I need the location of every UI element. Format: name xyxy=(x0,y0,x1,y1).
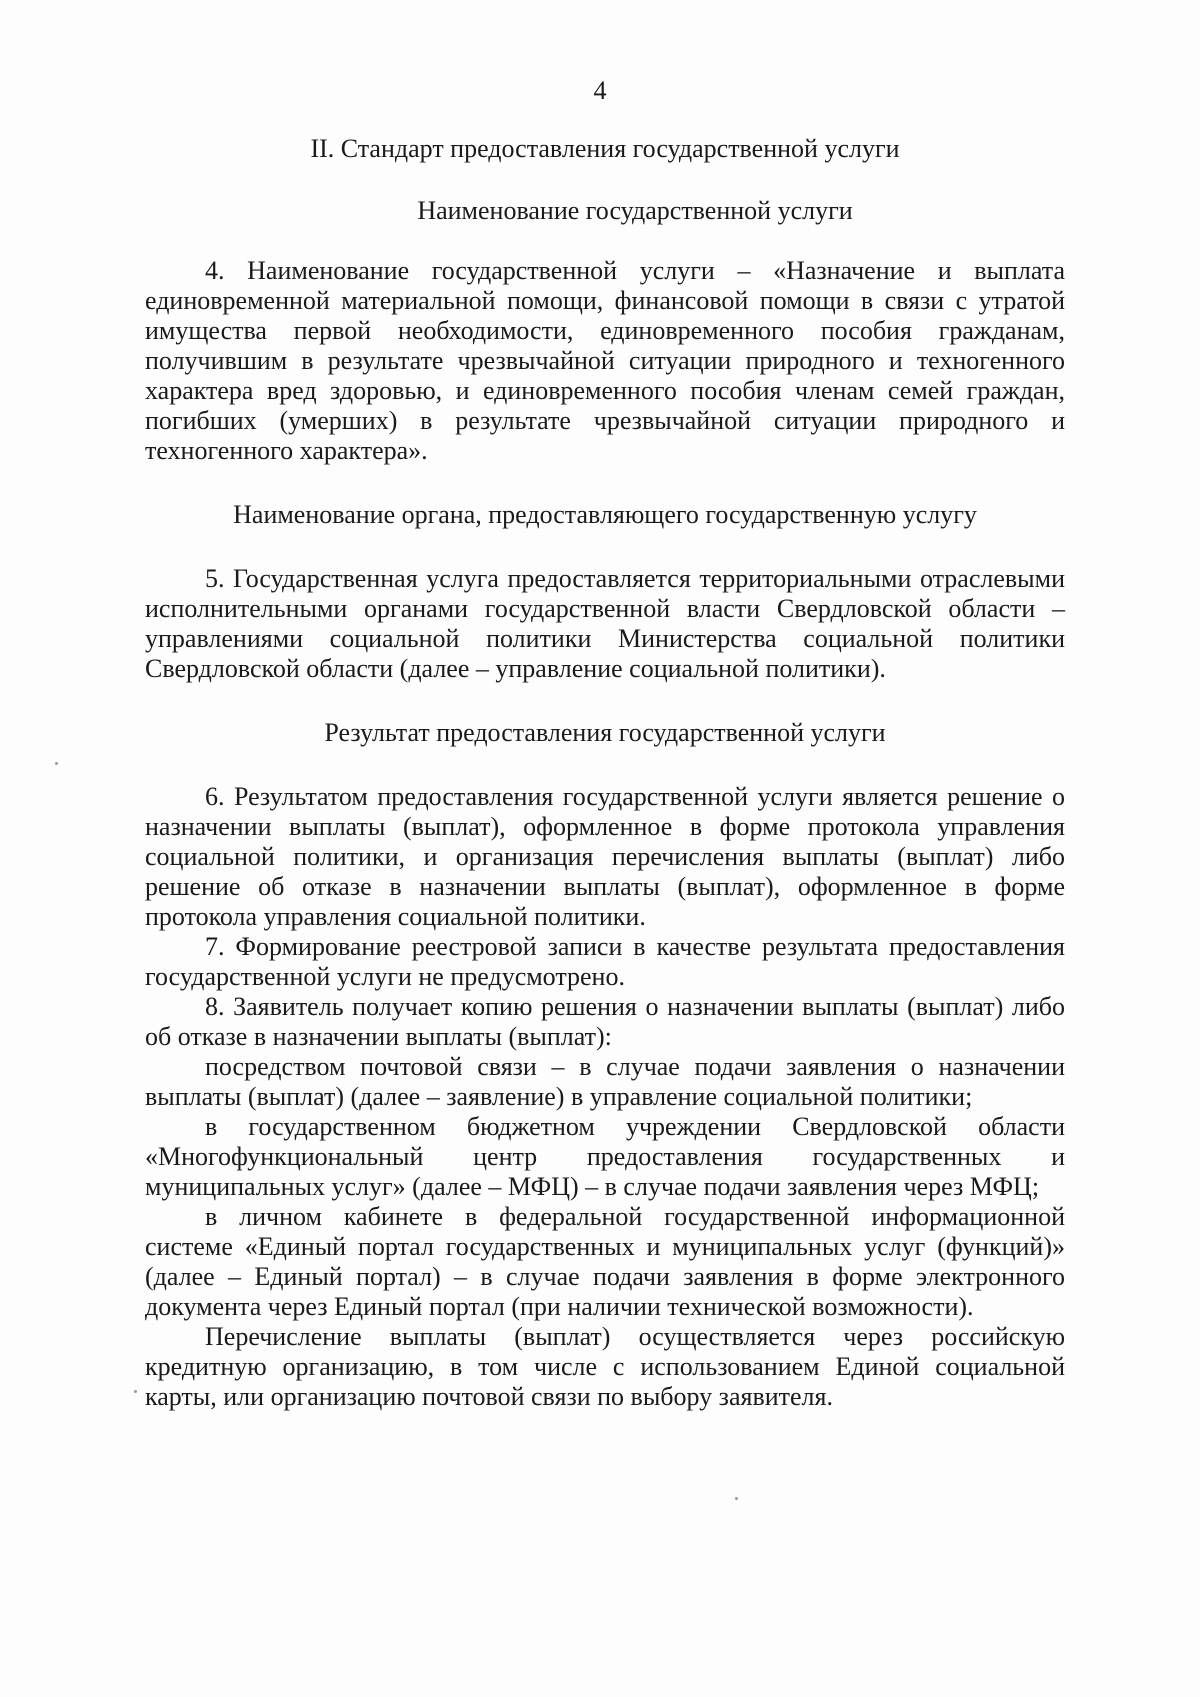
document-body xyxy=(145,134,1065,1412)
page-number: 4 xyxy=(593,76,607,105)
scan-speck xyxy=(134,1390,137,1393)
scan-speck xyxy=(735,1497,738,1500)
paragraph-transfer: Перечисление выплаты (выплат) осуществляется через российскую кредитную организацию, в том числе с использованием Единой социальной карты, или организацию почтовой связи по выбору заявителя. xyxy=(145,1322,1065,1411)
paragraph-5: 5. Государственная услуга предоставляется территориальными отраслевыми исполнительными органами государственной власти Свердловской области – управлениями социальной политики Министерства социальной политики Свердловской области (далее – управление социальной политики). xyxy=(145,564,1065,683)
heading-authority: Наименование органа, предоставляющего государственную услугу xyxy=(233,500,977,529)
heading-service-name: Наименование государственной услуги xyxy=(417,196,853,225)
scan-speck xyxy=(55,762,58,765)
paragraph-8-mfc: в государственном бюджетном учреждении Свердловской области «Многофункциональный центр предоставления государственных и муниципальных услуг» (далее – МФЦ) – в случае подачи заявления через МФЦ; xyxy=(145,1112,1065,1201)
paragraph-8-portal: в личном кабинете в федеральной государственной информационной системе «Единый портал государственных и муниципальных услуг (функций)» (далее – Единый портал) – в случае подачи заявления в форме электронного документа через Единый портал (при наличии технической возможности). xyxy=(145,1202,1065,1321)
paragraph-7: 7. Формирование реестровой записи в качестве результата предоставления государственной услуги не предусмотрено. xyxy=(145,932,1065,991)
paragraph-4: 4. Наименование государственной услуги – «Назначение и выплата единовременной материальной помощи, финансовой помощи в связи с утратой имущества первой необходимости, единовременного пособия гражданам, получившим в результате чрезвычайной ситуации природного и техногенного характера вред здоровью, и единовременного пособия членам семей граждан, погибших (умерших) в результате чрезвычайной ситуации природного и техногенного характера». xyxy=(145,256,1065,465)
paragraph-6: 6. Результатом предоставления государственной услуги является решение о назначении выплаты (выплат), оформленное в форме протокола управления социальной политики, и организация перечисления выплаты (выплат) либо решение об отказе в назначении выплаты (выплат), оформленное в форме протокола управления социальной политики. xyxy=(145,782,1065,931)
paragraph-8-postal: посредством почтовой связи – в случае подачи заявления о назначении выплаты (выплат) (далее – заявление) в управление социальной политики; xyxy=(145,1052,1065,1111)
section-title: II. Стандарт предоставления государственной услуги xyxy=(310,134,900,163)
heading-result: Результат предоставления государственной услуги xyxy=(324,718,886,747)
paragraph-8: 8. Заявитель получает копию решения о назначении выплаты (выплат) либо об отказе в назначении выплаты (выплат): xyxy=(145,992,1065,1051)
